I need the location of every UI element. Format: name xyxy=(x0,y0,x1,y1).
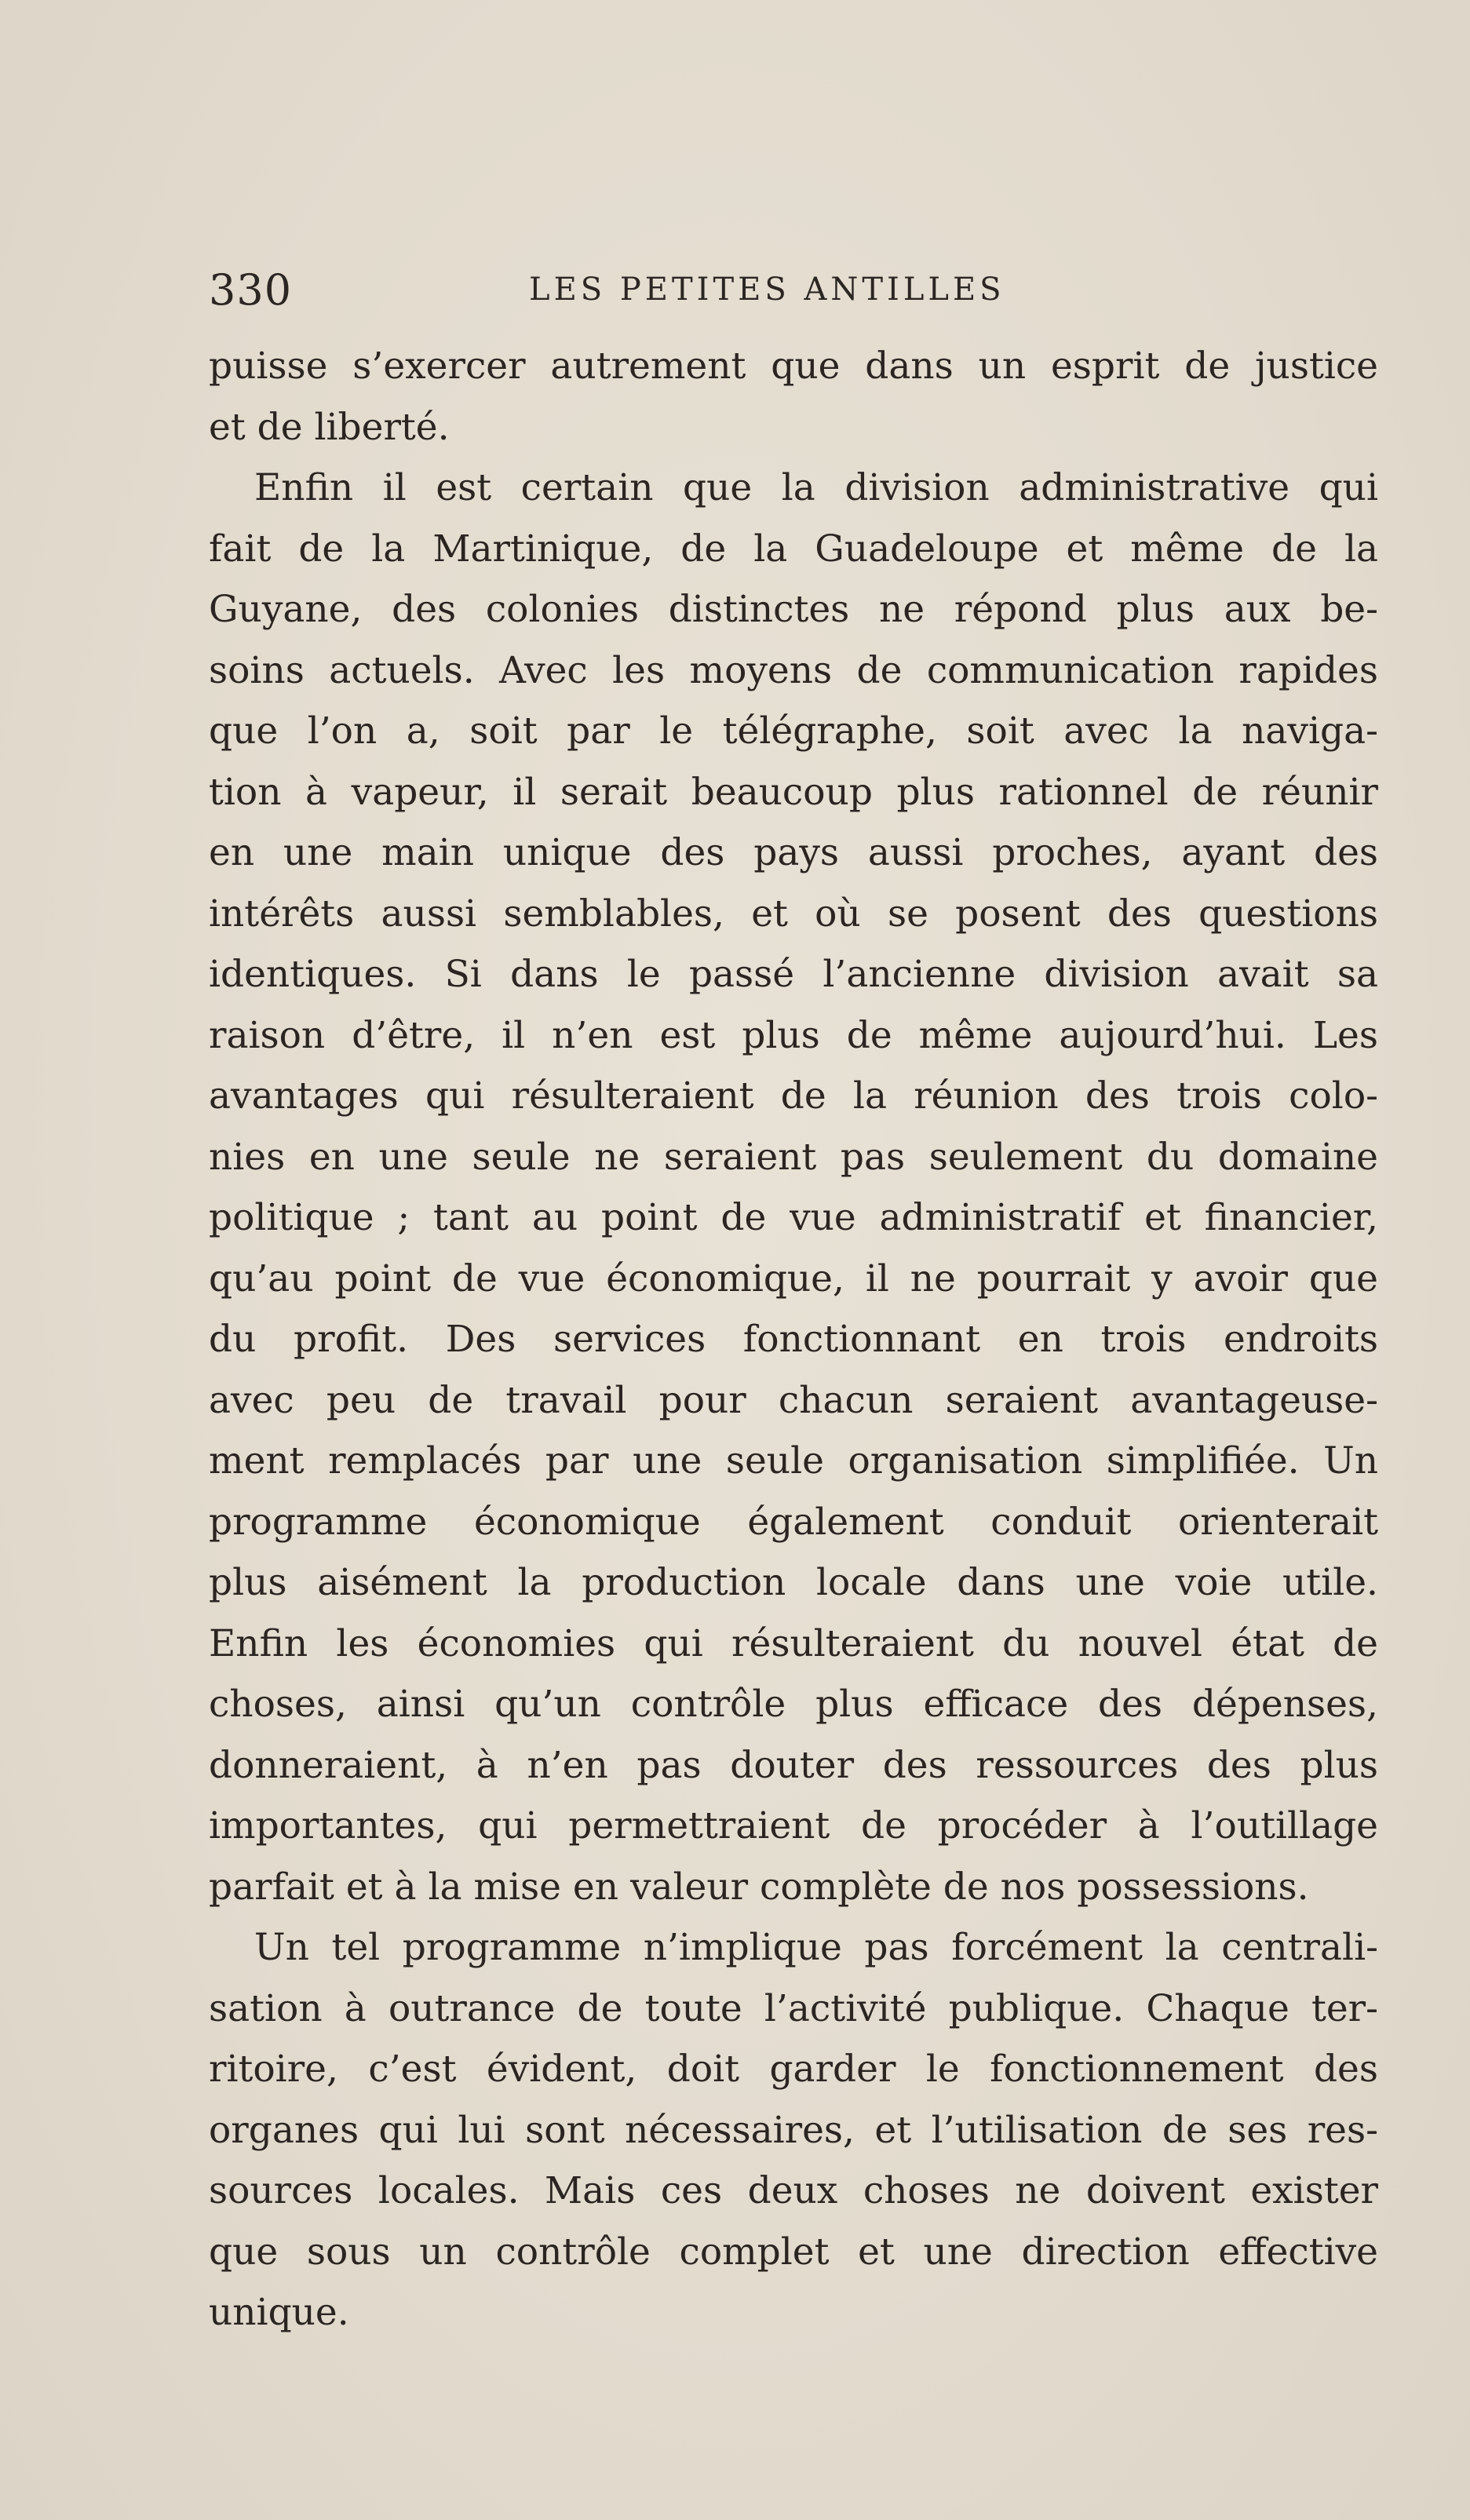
text-line: du profit. Des services fonctionnant en trois endroits xyxy=(209,1318,1378,1361)
text-line: Un tel programme n’implique pas forcément la centrali- xyxy=(254,1926,1378,1969)
text-line: programme économique également conduit orienterait xyxy=(209,1500,1378,1544)
text-line: donneraient, à n’en pas douter des ressources des plus xyxy=(209,1743,1378,1787)
text-line: unique. xyxy=(209,2291,349,2334)
text-line: avantages qui résulteraient de la réunion des trois colo- xyxy=(209,1074,1378,1118)
text-line: ment remplacés par une seule organisation simplifiée. Un xyxy=(209,1439,1378,1482)
text-line: politique ; tant au point de vue administratif et financier, xyxy=(209,1196,1378,1239)
text-line: que sous un contrôle complet et une direction effective xyxy=(209,2230,1378,2274)
text-line: Enfin les économies qui résulteraient du nouvel état de xyxy=(209,1621,1378,1665)
text-line: importantes, qui permettraient de procéder à l’outillage xyxy=(209,1804,1378,1847)
text-line: sation à outrance de toute l’activité publique. Chaque ter- xyxy=(209,1986,1378,2030)
paragraph-2 xyxy=(209,458,1378,1917)
text-line: choses, ainsi qu’un contrôle plus efficace des dépenses, xyxy=(209,1683,1378,1726)
text-line: identiques. Si dans le passé l’ancienne division avait sa xyxy=(209,953,1378,996)
paragraph-1 xyxy=(209,336,1378,458)
text-line: ritoire, c’est évident, doit garder le fonctionnement des xyxy=(209,2048,1378,2091)
text-line: soins actuels. Avec les moyens de communication rapides xyxy=(209,648,1378,692)
text-line: tion à vapeur, il serait beaucoup plus rationnel de réunir xyxy=(209,770,1378,814)
body-text xyxy=(209,336,1378,2343)
text-line: Guyane, des colonies distinctes ne répond plus aux be- xyxy=(209,588,1378,631)
text-line: puisse s’exercer autrement que dans un esprit de justice xyxy=(209,345,1378,388)
text-line: nies en une seule ne seraient pas seulement du domaine xyxy=(209,1135,1378,1179)
page-number: 330 xyxy=(209,265,293,315)
page-header xyxy=(209,259,1378,322)
text-line: et de liberté. xyxy=(209,405,450,449)
text-line: parfait et à la mise en valeur complète de nos possessions. xyxy=(209,1865,1309,1909)
text-line: intérêts aussi semblables, et où se posent des questions xyxy=(209,892,1378,935)
paragraph-3 xyxy=(209,1917,1378,2343)
text-line: organes qui lui sont nécessaires, et l’utilisation de ses res- xyxy=(209,2108,1378,2152)
text-line: qu’au point de vue économique, il ne pourrait y avoir que xyxy=(209,1256,1378,1300)
text-line: Enfin il est certain que la division administrative qui xyxy=(254,466,1378,509)
text-line: raison d’être, il n’en est plus de même aujourd’hui. Les xyxy=(209,1013,1378,1057)
running-title: LES PETITES ANTILLES xyxy=(529,272,1005,308)
text-line: fait de la Martinique, de la Guadeloupe et même de la xyxy=(209,527,1378,571)
text-line: que l’on a, soit par le télégraphe, soit avec la naviga- xyxy=(209,709,1378,753)
text-line: plus aisément la production locale dans une voie utile. xyxy=(209,1561,1378,1604)
text-line: sources locales. Mais ces deux choses ne doivent exister xyxy=(209,2169,1378,2212)
text-line: avec peu de travail pour chacun seraient avantageuse- xyxy=(209,1378,1378,1422)
text-line: en une main unique des pays aussi proches, ayant des xyxy=(209,831,1378,874)
